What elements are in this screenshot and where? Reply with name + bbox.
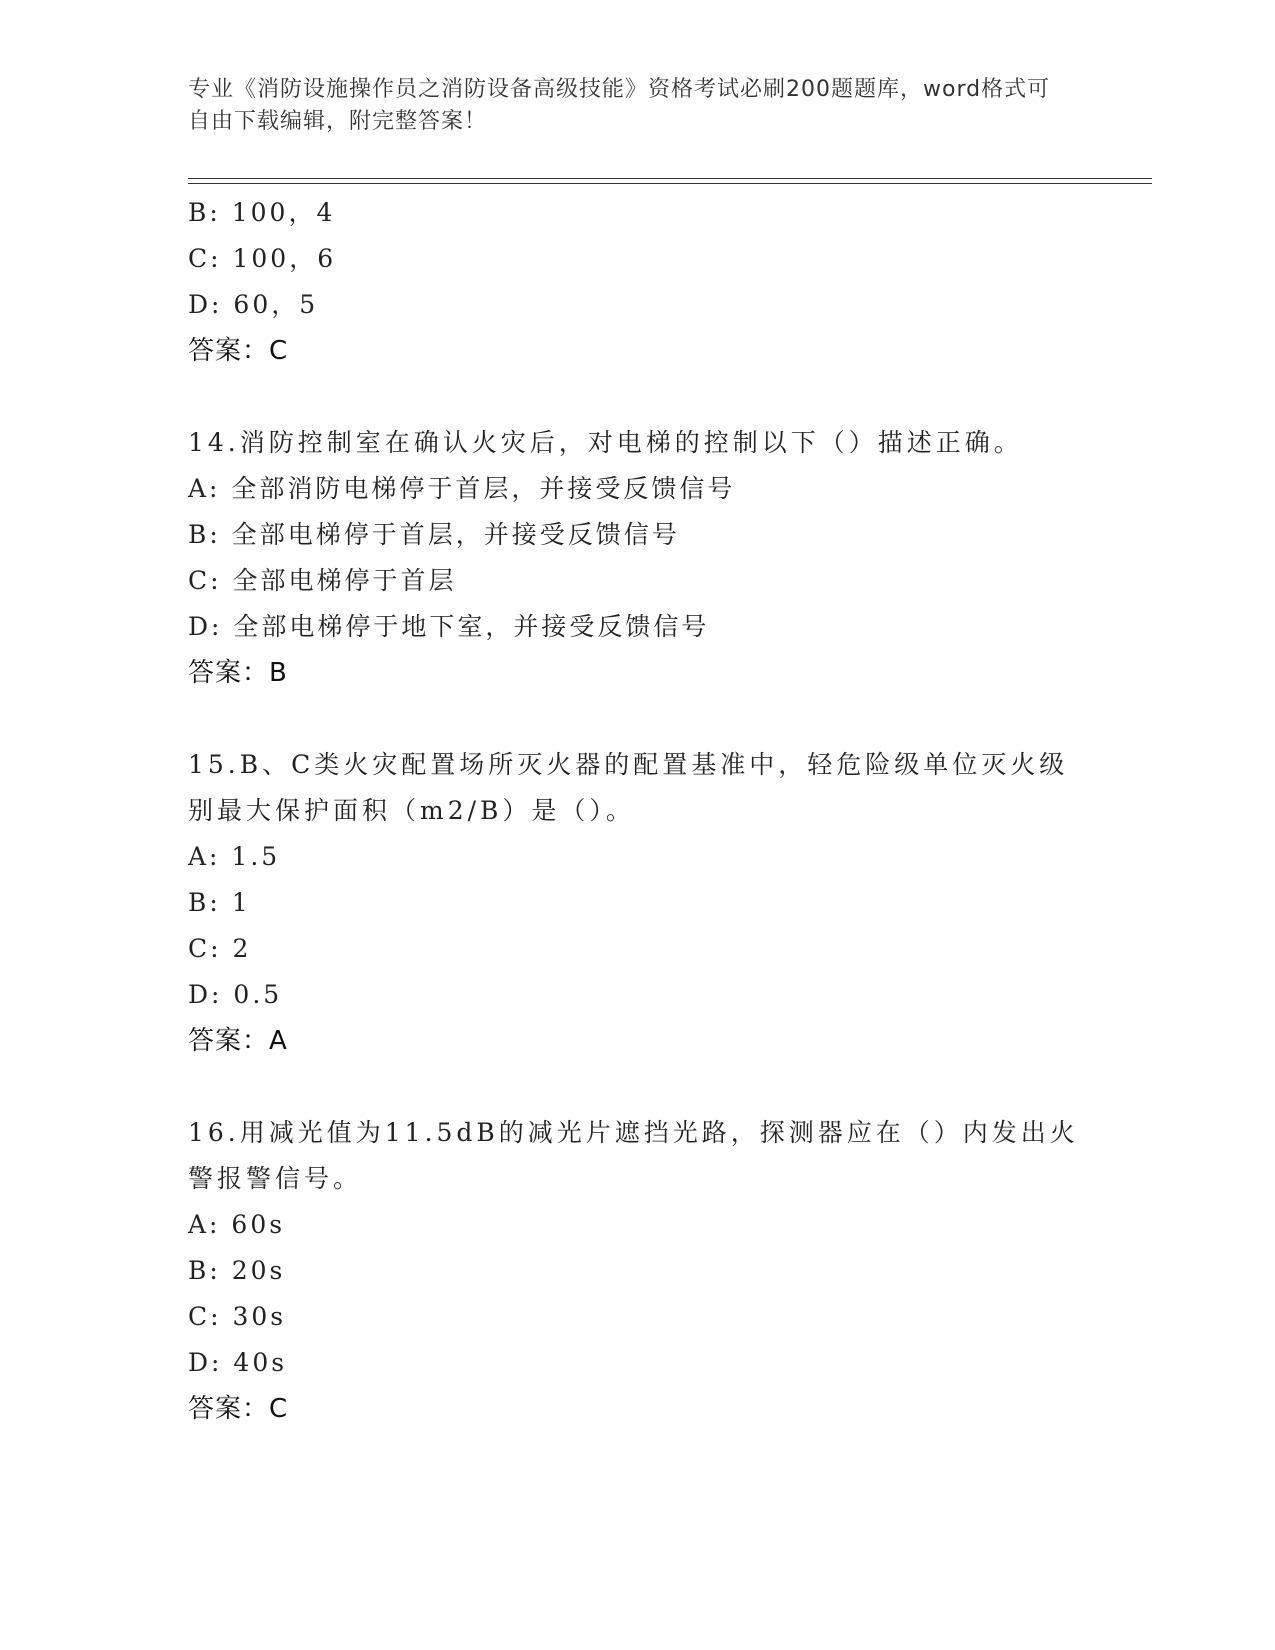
- option-c: C: 2: [188, 934, 252, 963]
- question-text: 15.B、C类火灾配置场所灭火器的配置基准中，轻危险级单位灭火级别最大保护面积（m2/B）是（）。: [188, 750, 1069, 825]
- spacer: [188, 696, 1088, 742]
- answer: 答案：B: [188, 658, 288, 688]
- option-a: A: 1.5: [188, 842, 281, 871]
- option-a: A: 全部消防电梯停于首层，并接受反馈信号: [188, 474, 736, 503]
- header-divider-top: [188, 178, 1152, 179]
- option-d: D: 40s: [188, 1348, 288, 1377]
- header-divider-bottom: [188, 183, 1152, 184]
- option-a: A: 60s: [188, 1210, 286, 1239]
- continued-question: [188, 190, 1088, 374]
- option-b: B: 1: [188, 888, 251, 917]
- question-16: [188, 1110, 1088, 1432]
- question-14: [188, 420, 1088, 696]
- document-body: [188, 190, 1088, 1432]
- option-d: D: 0.5: [188, 980, 283, 1009]
- option-c: C: 全部电梯停于首层: [188, 566, 457, 595]
- question-text: 16.用减光值为11.5dB的减光片遮挡光路，探测器应在（）内发出火警报警信号。: [188, 1118, 1079, 1193]
- option-c: C: 100，6: [188, 244, 337, 273]
- option-b: B: 全部电梯停于首层，并接受反馈信号: [188, 520, 680, 549]
- option-c: C: 30s: [188, 1302, 287, 1331]
- spacer: [188, 1064, 1088, 1110]
- option-b: B: 20s: [188, 1256, 286, 1285]
- answer: 答案：A: [188, 1026, 288, 1056]
- question-text: 14.消防控制室在确认火灾后，对电梯的控制以下（）描述正确。: [188, 428, 1023, 457]
- option-d: D: 全部电梯停于地下室，并接受反馈信号: [188, 612, 710, 641]
- answer: 答案：C: [188, 336, 289, 366]
- question-15: [188, 742, 1088, 1064]
- option-d: D: 60，5: [188, 290, 319, 319]
- spacer: [188, 374, 1088, 420]
- document-header: 专业《消防设施操作员之消防设备高级技能》资格考试必刷200题题库，word格式可自由下载编辑，附完整答案！: [188, 77, 1051, 134]
- option-b: B: 100，4: [188, 198, 336, 227]
- answer: 答案：C: [188, 1394, 289, 1424]
